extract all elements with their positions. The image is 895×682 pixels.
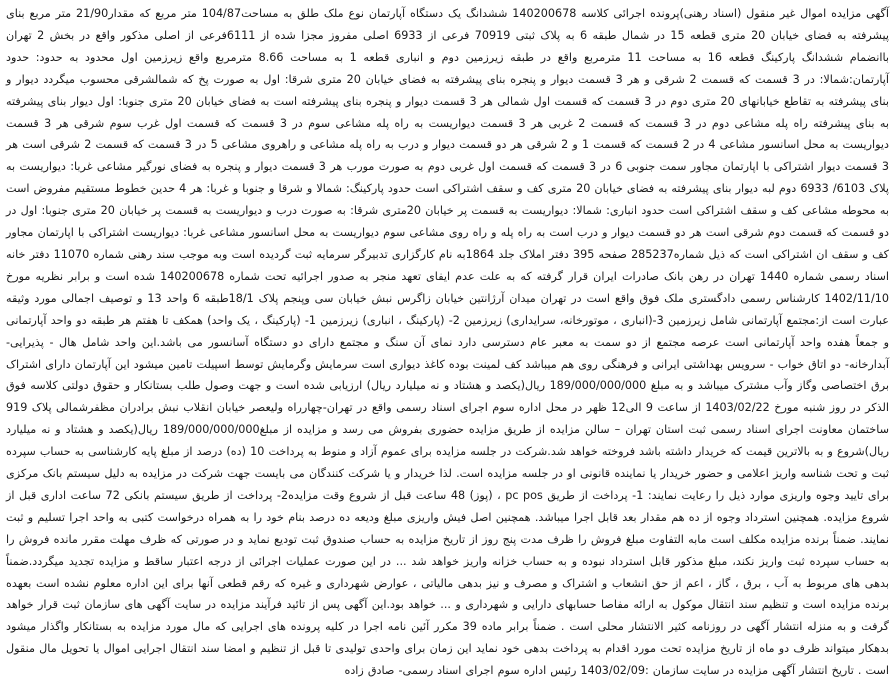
notice-body-text: آگهی مزایده اموال غیر منقول (اسناد رهنی)پرونده اجرائی کلاسه 140200678 ششدانگ یک دستگاه آپارتمان نوع ملک طلق به مساحت104/87 متر مربع که مقدار21/90 متر مربع بنای پیشرفته به فضای خیابان 20 متری قطعه 15 در شمال طبقه 6 به پلاک ثبتی 70919 فرعی از 6933 اصلی مفروز مجزا شده از 6111فرعی از اصلی مذکور واقع در بخش 2 تهران باانضمام ششدانگ پارکینگ قطعه 16 به مساحت 11 مترمربع واقع در طبقه زیرزمین دوم و انباری قطعه 1 به مساحت 8.66 مترمربع واقع زیرزمین اول محدود به حدود: حدود آپارتمان:شمالا: در 3 قسمت که قسمت 2 شرقی و هر 3 قسمت دیوار و پنجره بنای پیشرفته به فضای خیابان 20 متری شرقا: اول به صورت پخ که شمالشرقی محسوب میگردد دیوار و بنای پیشرفته به تقاطع خیابانهای 20 متری دوم در 3 قسمت که قسمت اول شمالی هر 3 قسمت دیوار و پنجره بنای پیشرفته است به فضای خیابان 20 متری جنوبا: اول دیوار بنای پیشرفته به بنای پیشرفته راه پله مشاعی دوم در 3 قسمت که قسمت 2 غربی هر 3 قسمت دیواریست به راه پله مشاعی سوم در 3 قسمت که قسمت اول غرب سوم شرقی هر 3 قسمت دیواریست به محل اسانسور مشاعی 4 در 2 قسمت که قسمت 1 و 2 شرقی هر دو قسمت دیوار و درب به راه پله مشاعی و راهروی مشاعی 5 در 3 قسمت که قسمت 2 شرقی است هر 3 قسمت دیوار اشتراکی با اپارتمان مجاور سمت جنوبی 6 در 3 قسمت که قسمت اول غربی دوم به صورت مورب هر 3 قسمت دیوار و پنجره به فضای نورگیر مشاعی غربا: دیواریست به پلاک 6103/ 6933 دوم لبه دیوار بنای پیشرفته به فضای خیابان 20 متری کف و سقف اشتراکی است حدود پارکینگ: شمالا و شرقا و جنوبا و غربا: هر 4 حدین خطوط مستقیم مفروض است به محوطه مشاعی کف و سقف اشتراکی است حدود انباری: شمالا: دیواریست به قسمت پر خیابان 20متری شرقا: به صورت درب و دیواریست به قسمت پر خیابان 20 متری جنوبا: اول در دو قسمت که قسمت دوم شرقی است هر دو قسمت دیوار و درب است به راه پله و راه روی مشاعی سوم دیواریست به محل اسانسور مشاعی غربا: دیواریست اشتراکی با اپارتمان مجاور کف و سقف ان اشتراکی است که ذیل شماره285237 صفحه 395 دفتر املاک جلد 1864به نام کارگزاری تدبیرگر سرمایه ثبت گردیده است وبه موجب سند رهنی شماره 11070 دفتر خانه اسناد رسمی شماره 1440 تهران در رهن بانک صادرات ایران قرار گرفته که به علت عدم ایفای تعهد منجر به صدور اجرائیه تحت شماره 140200678 شده است و برابر نظریه مورخ 1402/11/10 کارشناس رسمی دادگستری ملک فوق واقع است در تهران میدان آرژانتین خیابان زاگرس نبش خیابان سی وپنجم پلاک 18/1طبقه 6 واحد 13 و توصیف اجمالی مورد وثیقه عبارت است از:مجتمع آپارتمانی شامل زیرزمین 3-(انباری ، موتورخانه، سرایداری) زیرزمین 2- (پارکینگ ، انباری) زیرزمین 1- (پارکینگ ، یک واحد) همکف تا هفتم هر طبقه دو واحد آپارتمانی و جمعاً هفده واحد آپارتمانی است عرصه مجتمع از دو سمت به معبر عام دسترسی دارد نمای آن سنگ و مجتمع دارای دو دستگاه آسانسور می باشد.این واحد شامل هال - پذیرایی- آبدارخانه- دو اتاق خواب - سرویس بهداشتی ایرانی و فرهنگی روی هم میباشد کف لمینت بوده کاغذ دیواری است سرمایش وگرمایش توسط اسپیلت تامین میشود این آپارتمان دارای اشتراک برق اختصاصی وگاز وآب مشترک میباشد و به مبلغ 189/000/000/000 ریال(یکصد و هشتاد و نه میلیارد ریال) ارزیابی شده است و جهت وصول طلب بستانکار و حقوق دولتی کلاسه فوق الذکر در روز شنبه مورخ 1403/02/22 از ساعت 9 الی12 ظهر در محل اداره سوم اجرای اسناد رسمی واقع در تهران-چهارراه ولیعصر خیابان انقلاب نبش برادران مظفرشمالی پلاک 919 ساختمان معاونت اجرای اسناد رسمی ثبت استان تهران – سالن مزایده از طریق مزایده حضوری بفروش می رسد و مزایده از مبلغ189/000/000/000 ریال(یکصد و هشتاد و نه میلیارد ریال)شروع و به بالاترین قیمت که خریدار داشته باشد فروخته خواهد شد.شرکت در جلسه مزایده برای عموم آزاد و منوط به پرداخت 10 (ده) درصد از مبلغ پایه کارشناسی به حساب سپرده ثبت و تحت شناسه واریز اعلامی و حضور خریدار یا نماینده قانونی او در جلسه مزایده است. لذا خریدار و یا شرکت کنندگان می بایست جهت شرکت در مزایده به دلیل سیستم بانک مرکزی برای تایید وجوه واریزی موارد ذیل را رعایت نمایند: 1- پرداخت از طریق pc pos ، (پوز) 48 ساعت قبل از شروع وقت مزایده2- پرداخت از طریق سیستم بانکی 72 ساعت اداری قبل از شروع مزایده. همچنین استرداد وجوه از ده هم مقدار بعد قابل اجرا میباشد. همچنین اصل فیش واریزی مبلغ ودیعه ده درصد بنام خود را به همراه درخواست کتبی به واحد اجرا تسلیم و ثبت نمایند. ضمناً برنده مزایده مکلف است مابه التفاوت مبلغ فروش را ظرف مدت پنج روز از تاریخ مزایده به حساب صندوق ثبت تودیع نماید و در صورتی که ظرف مهلت مقرر مانده فروش را به حساب سپرده ثبت واریز نکند، مبلغ مذکور قابل استرداد نبوده و به حساب خزانه واریز خواهد شد ... در این صورت عملیات اجرائی از درجه اعتبار ساقط و مزایده تجدید میگردد.ضمناً بدهی های مربوط به آب ، برق ، گاز ، اعم از حق انشعاب و اشتراک و مصرف و نیز بدهی مالیاتی ، عوارض شهرداری و غیره که رقم قطعی آنها برای این اداره معلوم نشده است بعهده برنده مزایده است و تنظیم سند انتقال موکول به ارائه مفاصا حسابهای دارایی و شهرداری و ... خواهد بود.این آگهی پس از تائید فرآیند مزایده در سایت آگهی های سازمان ثبت قرار خواهد گرفت و به منزله انتشار آگهی در روزنامه کثیر الانتشار محلی است . ضمناً برابر ماده 39 مکرر آئین نامه اجرا در کلیه پرونده های اجرایی که مال مورد مزایده به بستانکار واگذار میشود بدهکار میتواند ظرف دو ماه از تاریخ مزایده تحت مورد اقدام به پرداخت بدهی خود نماید این زمان برای واحدی تولیدی تا قبل از تنظیم و امضا سند انتقال اجرایی اموال یا تحویل مال منقول است . تاریخ انتشار آگهی مزایده در سایت سازمان :1403/02/09 رئیس اداره سوم اجرای اسناد رسمی- صادق زاده: [6, 7, 890, 678]
